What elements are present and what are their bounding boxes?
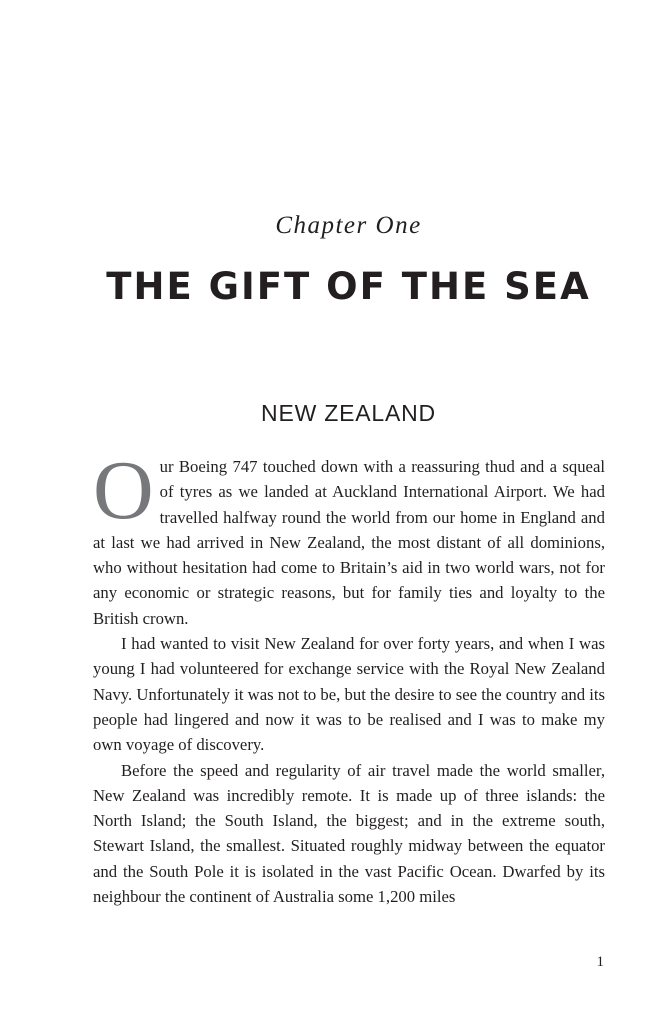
paragraph-3: Before the speed and regularity of air travel made the world smaller, New Zealand was incredibly remote. It is made up of three islands: the North Island; the South Island, the biggest; and in the extreme south, Stewart Island, the smallest. Situated roughly midway between the equator and the South Pole it is isolated in the vast Pacific Ocean. Dwarfed by its neighbour the continent of Australia some 1,200 miles [93, 760, 605, 907]
paragraph-1 [93, 444, 605, 631]
drop-cap: O [93, 444, 154, 537]
paragraph-2: I had wanted to visit New Zealand for over forty years, and when I was young I had volunteered for exchange service with the Royal New Zealand Navy. Unfortunately it was not to be, but the desire to see the country and its people had lingered and now it was to be realised and I was to make my own voyage of discovery. [93, 634, 605, 755]
chapter-title: THE GIFT OF THE SEA [106, 265, 591, 308]
section-heading: NEW ZEALAND [261, 400, 436, 426]
body-text [93, 444, 605, 909]
page-number: 1 [596, 954, 604, 970]
chapter-label: Chapter One [275, 212, 422, 239]
paragraph-1-text: ur Boeing 747 touched down with a reassuring thud and a squeal of tyres as we landed at Auckland International Airport. We had travelled halfway round the world from our home in England and at last we had arrived in New Zealand, the most distant of all dominions, who without hesitation had come to Britain’s aid in two world wars, not for any economic or strategic reasons, but for family ties and loyalty to the British crown. [93, 457, 605, 628]
